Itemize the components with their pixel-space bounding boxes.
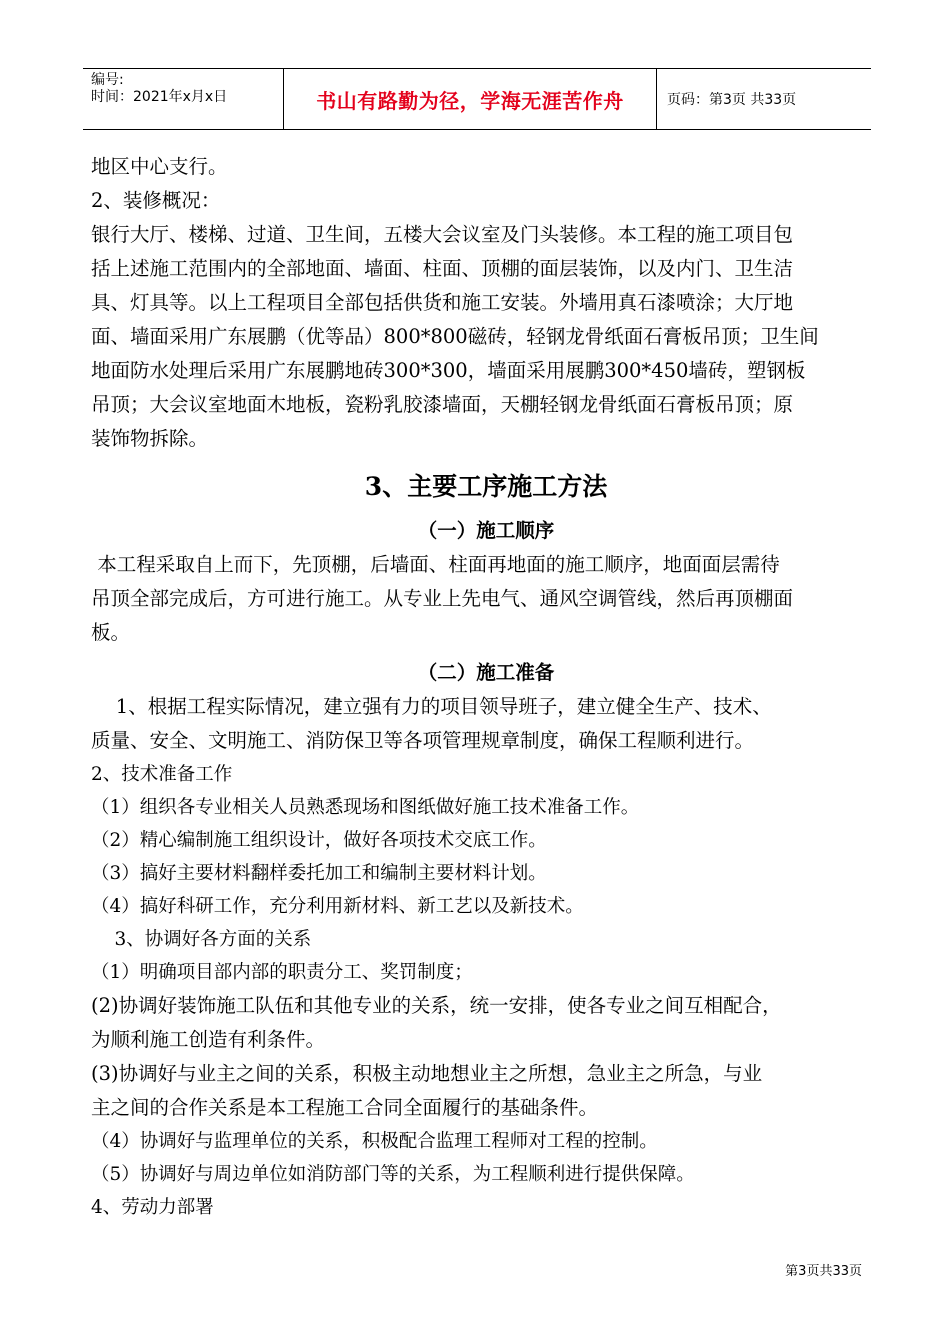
text-line: 板。 (91, 621, 131, 644)
list-item: （1）组织各专业相关人员熟悉现场和图纸做好施工技术准备工作。 (91, 797, 640, 818)
text-line: 质量、安全、文明施工、消防保卫等各项管理规章制度，确保工程顺利进行。 (91, 729, 755, 752)
paragraph-preparation (91, 690, 881, 758)
text-line: 银行大厅、楼梯、过道、卫生间，五楼大会议室及门头装修。本工程的施工项目包 (91, 223, 794, 246)
list-item: （1）明确项目部内部的职责分工、奖罚制度； (91, 962, 473, 983)
list-item: (2)协调好装饰施工队伍和其他专业的关系，统一安排，使各专业之间互相配合， (91, 994, 782, 1017)
section-heading-sequence: （一）施工顺序 (417, 519, 555, 542)
list-item: （2）精心编制施工组织设计，做好各项技术交底工作。 (91, 830, 547, 851)
list-item: （3）搞好主要材料翻样委托加工和编制主要材料计划。 (91, 863, 547, 884)
list-item: 主之间的合作关系是本工程施工合同全面履行的基础条件。 (91, 1096, 599, 1119)
chapter-heading: 3、主要工序施工方法 (364, 472, 608, 501)
text-line: 地面防水处理后采用广东展鹏地砖300*300，墙面采用展鹏300*450墙砖，塑钢板 (91, 359, 806, 382)
document-number-label: 编号: (91, 72, 124, 88)
paragraph-decoration-overview (91, 218, 881, 456)
paragraph-sequence (91, 548, 881, 650)
list-title-tech: 2、技术准备工作 (91, 764, 233, 785)
text-line: 面、墙面采用广东展鹏（优等品）800*800磁砖，轻钢龙骨纸面石膏板吊顶；卫生间 (91, 325, 819, 348)
list-item: 为顺利施工创造有利条件。 (91, 1028, 326, 1051)
text-line: 1、根据工程实际情况，建立强有力的项目领导班子，建立健全生产、技术、 (91, 695, 772, 718)
section-title-decoration: 2、装修概况： (91, 189, 221, 212)
header-meta (83, 69, 284, 129)
document-body (91, 150, 881, 1224)
header-motto: 书山有路勤为径，学海无涯苦作舟 (284, 69, 657, 129)
list-title-coordination: 3、协调好各方面的关系 (91, 929, 312, 950)
page-header (83, 68, 871, 130)
list-title-labor: 4、劳动力部署 (91, 1197, 214, 1218)
document-date: 时间：2021年x月x日 (91, 89, 228, 105)
text-line: 吊顶；大会议室地面木地板，瓷粉乳胶漆墙面，天棚轻钢龙骨纸面石膏板吊顶；原 (91, 393, 794, 416)
body-line: 地区中心支行。 (91, 155, 228, 178)
list-item: （5）协调好与周边单位如消防部门等的关系，为工程顺利进行提供保障。 (91, 1164, 695, 1185)
text-line: 本工程采取自上而下，先顶棚，后墙面、柱面再地面的施工顺序，地面面层需待 (91, 553, 780, 576)
list-item: (3)协调好与业主之间的关系，积极主动地想业主之所想，急业主之所急，与业 (91, 1062, 763, 1085)
text-line: 吊顶全部完成后，方可进行施工。从专业上先电气、通风空调管线，然后再顶棚面 (91, 587, 794, 610)
section-heading-preparation: （二）施工准备 (417, 661, 555, 684)
list-item: （4）协调好与监理单位的关系，积极配合监理工程师对工程的控制。 (91, 1131, 658, 1152)
page-footer-number: 第3页共33页 (785, 1264, 862, 1279)
header-page-info: 页码：第3页 共33页 (667, 92, 797, 108)
text-line: 括上述施工范围内的全部地面、墙面、柱面、顶棚的面层装饰，以及内门、卫生洁 (91, 257, 794, 280)
text-line: 装饰物拆除。 (91, 427, 209, 450)
text-line: 具、灯具等。以上工程项目全部包括供货和施工安装。外墙用真石漆喷涂；大厅地 (91, 291, 794, 314)
list-item: （4）搞好科研工作，充分利用新材料、新工艺以及新技术。 (91, 896, 584, 917)
